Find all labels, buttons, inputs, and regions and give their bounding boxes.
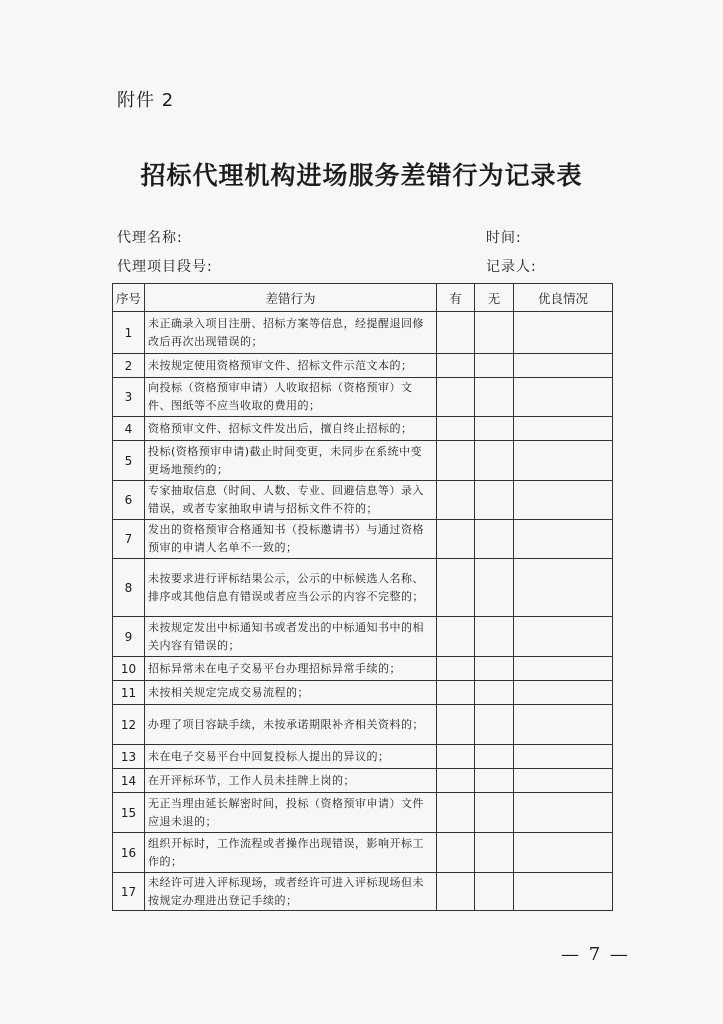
- row-index: 15: [113, 793, 145, 833]
- table-row: [113, 705, 613, 745]
- row-index: 14: [113, 769, 145, 793]
- row-index: 16: [113, 833, 145, 873]
- row-behavior: 无正当理由延长解密时间，投标（资格预审申请）文件应退未退的；: [145, 793, 437, 833]
- row-yes-cell: [437, 559, 475, 617]
- row-index: 3: [113, 378, 145, 417]
- row-yes-cell: [437, 745, 475, 769]
- row-rating-cell: [514, 873, 613, 911]
- row-behavior: 向投标（资格预审申请）人收取招标（资格预审）文件、图纸等不应当收取的费用的；: [145, 378, 437, 417]
- row-index: 11: [113, 681, 145, 705]
- time-label: 时间:: [486, 230, 522, 246]
- row-index: 5: [113, 441, 145, 481]
- header-yes: 有: [437, 284, 475, 312]
- header-rating: 优良情况: [514, 284, 613, 312]
- table-row: [113, 481, 613, 520]
- row-behavior: 未经许可进入评标现场，或者经许可进入评标现场但未按规定办理进出登记手续的；: [145, 873, 437, 911]
- row-rating-cell: [514, 793, 613, 833]
- table-row: [113, 312, 613, 354]
- row-index: 7: [113, 520, 145, 559]
- row-no-cell: [475, 745, 514, 769]
- row-yes-cell: [437, 705, 475, 745]
- table-row: [113, 769, 613, 793]
- row-behavior: 未按相关规定完成交易流程的；: [145, 681, 437, 705]
- row-behavior: 未正确录入项目注册、招标方案等信息，经提醒退回修改后再次出现错误的；: [145, 312, 437, 354]
- table-row: [113, 520, 613, 559]
- row-yes-cell: [437, 873, 475, 911]
- row-rating-cell: [514, 520, 613, 559]
- row-behavior: 组织开标时，工作流程或者操作出现错误，影响开标工作的；: [145, 833, 437, 873]
- table-row: [113, 657, 613, 681]
- table-row: [113, 681, 613, 705]
- row-yes-cell: [437, 657, 475, 681]
- project-section-label: 代理项目段号:: [117, 259, 213, 275]
- row-rating-cell: [514, 378, 613, 417]
- row-rating-cell: [514, 769, 613, 793]
- table-row: [113, 745, 613, 769]
- table-row: [113, 617, 613, 657]
- row-index: 17: [113, 873, 145, 911]
- row-behavior: 专家抽取信息（时间、人数、专业、回避信息等）录入错误，或者专家抽取申请与招标文件不符的；: [145, 481, 437, 520]
- row-rating-cell: [514, 833, 613, 873]
- row-behavior: 未在电子交易平台中回复投标人提出的异议的；: [145, 745, 437, 769]
- row-rating-cell: [514, 312, 613, 354]
- row-no-cell: [475, 657, 514, 681]
- row-rating-cell: [514, 481, 613, 520]
- row-no-cell: [475, 441, 514, 481]
- row-no-cell: [475, 378, 514, 417]
- row-yes-cell: [437, 312, 475, 354]
- row-no-cell: [475, 681, 514, 705]
- agent-name-label: 代理名称:: [117, 230, 183, 246]
- row-no-cell: [475, 617, 514, 657]
- row-no-cell: [475, 354, 514, 378]
- row-behavior: 在开评标环节，工作人员未挂牌上岗的；: [145, 769, 437, 793]
- row-rating-cell: [514, 559, 613, 617]
- attachment-label: 附件 2: [117, 90, 175, 111]
- error-record-table: [112, 283, 613, 911]
- row-no-cell: [475, 417, 514, 441]
- row-no-cell: [475, 559, 514, 617]
- row-rating-cell: [514, 617, 613, 657]
- row-yes-cell: [437, 441, 475, 481]
- table-row: [113, 378, 613, 417]
- row-yes-cell: [437, 481, 475, 520]
- recorder-label: 记录人:: [486, 259, 537, 275]
- table-row: [113, 354, 613, 378]
- row-yes-cell: [437, 520, 475, 559]
- row-index: 13: [113, 745, 145, 769]
- row-index: 4: [113, 417, 145, 441]
- table-row: [113, 833, 613, 873]
- table-row: [113, 793, 613, 833]
- table-row: [113, 559, 613, 617]
- row-rating-cell: [514, 705, 613, 745]
- row-yes-cell: [437, 617, 475, 657]
- row-no-cell: [475, 520, 514, 559]
- table-header-row: [113, 284, 613, 312]
- row-no-cell: [475, 481, 514, 520]
- row-rating-cell: [514, 681, 613, 705]
- table-row: [113, 441, 613, 481]
- row-index: 8: [113, 559, 145, 617]
- row-index: 10: [113, 657, 145, 681]
- row-yes-cell: [437, 833, 475, 873]
- header-no: 无: [475, 284, 514, 312]
- row-index: 1: [113, 312, 145, 354]
- row-rating-cell: [514, 441, 613, 481]
- row-rating-cell: [514, 354, 613, 378]
- row-index: 6: [113, 481, 145, 520]
- row-behavior: 招标异常未在电子交易平台办理招标异常手续的；: [145, 657, 437, 681]
- row-yes-cell: [437, 378, 475, 417]
- table-row: [113, 417, 613, 441]
- row-yes-cell: [437, 354, 475, 378]
- row-index: 12: [113, 705, 145, 745]
- row-behavior: 投标(资格预审申请)截止时间变更，未同步在系统中变更场地预约的；: [145, 441, 437, 481]
- row-yes-cell: [437, 793, 475, 833]
- table-row: [113, 873, 613, 911]
- row-behavior: 发出的资格预审合格通知书（投标邀请书）与通过资格预审的申请人名单不一致的；: [145, 520, 437, 559]
- header-behavior: 差错行为: [145, 284, 437, 312]
- row-rating-cell: [514, 657, 613, 681]
- page-title: 招标代理机构进场服务差错行为记录表: [140, 161, 583, 190]
- page-number: — 7 —: [561, 944, 630, 965]
- header-index: 序号: [113, 284, 145, 312]
- row-rating-cell: [514, 417, 613, 441]
- row-behavior: 办理了项目容缺手续，未按承诺期限补齐相关资料的；: [145, 705, 437, 745]
- row-behavior: 未按规定发出中标通知书或者发出的中标通知书中的相关内容有错误的；: [145, 617, 437, 657]
- row-behavior: 未按要求进行评标结果公示，公示的中标候选人名称、排序或其他信息有错误或者应当公示的内容不完整的；: [145, 559, 437, 617]
- row-rating-cell: [514, 745, 613, 769]
- row-no-cell: [475, 833, 514, 873]
- row-no-cell: [475, 769, 514, 793]
- row-index: 2: [113, 354, 145, 378]
- row-no-cell: [475, 705, 514, 745]
- row-yes-cell: [437, 769, 475, 793]
- row-no-cell: [475, 873, 514, 911]
- row-index: 9: [113, 617, 145, 657]
- row-behavior: 未按规定使用资格预审文件、招标文件示范文本的；: [145, 354, 437, 378]
- row-no-cell: [475, 312, 514, 354]
- row-no-cell: [475, 793, 514, 833]
- row-yes-cell: [437, 681, 475, 705]
- row-behavior: 资格预审文件、招标文件发出后，擅自终止招标的；: [145, 417, 437, 441]
- row-yes-cell: [437, 417, 475, 441]
